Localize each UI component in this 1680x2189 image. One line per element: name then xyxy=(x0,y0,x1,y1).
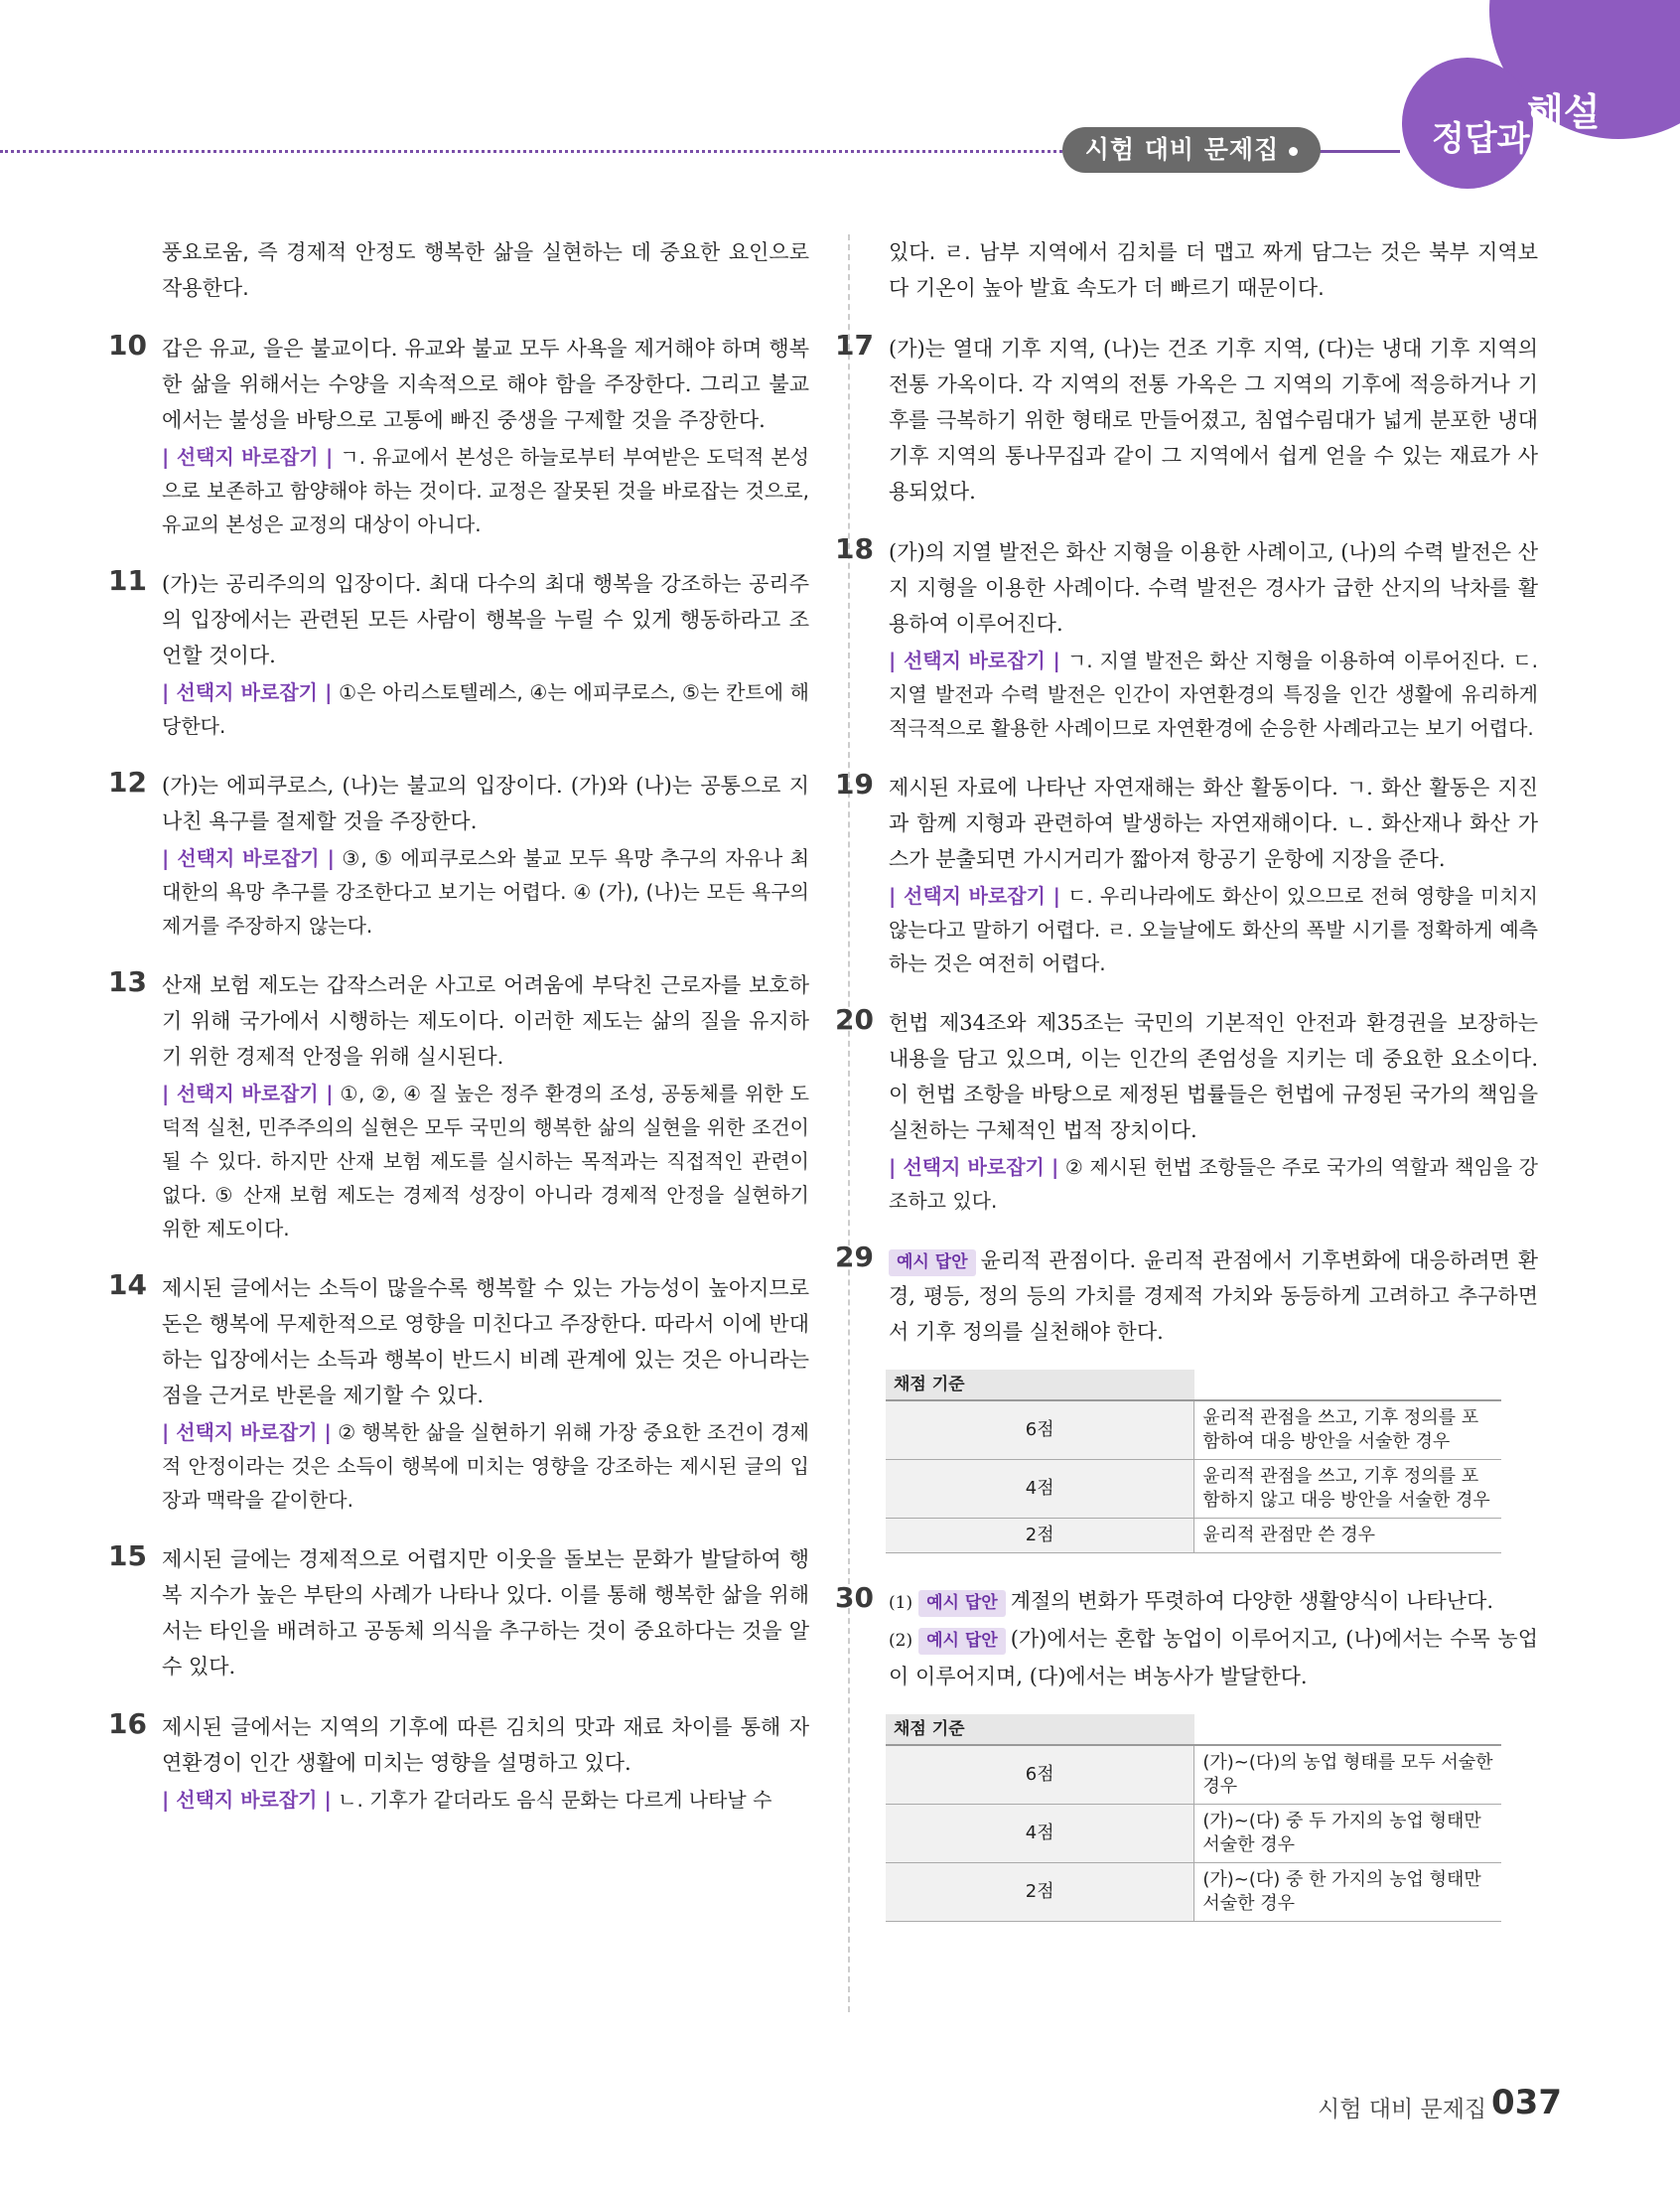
question-text: (가)의 지열 발전은 화산 지형을 이용한 사례이고, (나)의 수력 발전은 산지 지형을 이용한 사례이다. 수력 발전은 경사가 급한 산지의 낙차를 활용하여 이루어진다. xyxy=(889,540,1538,636)
choice-correction xyxy=(889,1150,1538,1218)
choice-correction-label: | 선택지 바로잡기 | xyxy=(162,1082,334,1105)
choice-correction-label: | 선택지 바로잡기 | xyxy=(889,884,1060,908)
question-text: (가)는 에피쿠로스, (나)는 불교의 입장이다. (가)와 (나)는 공통으로 지나친 욕구를 절제할 것을 주장한다. xyxy=(162,774,809,833)
choice-correction-label: | 선택지 바로잡기 | xyxy=(889,1155,1059,1179)
question-text: (가)는 열대 기후 지역, (나)는 건조 기후 지역, (다)는 냉대 기후 지역의 전통 가옥이다. 각 지역의 전통 가옥은 그 지역의 기후에 적응하거나 기후를 극복하기 위한 형태로 만들어졌고, 침엽수림대가 넓게 분포한 냉대 기후 지역의 통나무집과 같이 그 지역에서 쉽게 얻을 수 있는 재료가 사용되었다. xyxy=(889,337,1538,504)
choice-correction xyxy=(162,1415,809,1517)
scoring-criteria-header: 채점 기준 xyxy=(886,1714,1194,1745)
question-10 xyxy=(108,329,810,541)
criteria-score: 2점 xyxy=(886,1519,1194,1553)
question-12 xyxy=(108,766,810,943)
choice-correction xyxy=(162,675,809,743)
example-answer-badge: 예시 답안 xyxy=(918,1590,1006,1617)
choice-correction-text: ② 제시된 헌법 조항들은 주로 국가의 역할과 책임을 강조하고 있다. xyxy=(889,1155,1538,1213)
choice-correction-label: | 선택지 바로잡기 | xyxy=(162,846,335,870)
choice-correction-label: | 선택지 바로잡기 | xyxy=(162,1420,332,1444)
question-text: 제시된 자료에 나타난 자연재해는 화산 활동이다. ㄱ. 화산 활동은 지진과 함께 지형과 관련하여 발생하는 자연재해이다. ㄴ. 화산재나 화산 가스가 분출되면 가시거리가 짧아져 항공기 운항에 지장을 준다. xyxy=(889,776,1538,871)
question-text: (가)는 공리주의의 입장이다. 최대 다수의 최대 행복을 강조하는 공리주의 입장에서는 관련된 모든 사람이 행복을 누릴 수 있게 행동하라고 조언할 것이다. xyxy=(162,572,809,667)
left-column xyxy=(108,234,810,1841)
question-number: 13 xyxy=(108,965,147,998)
choice-correction xyxy=(162,440,809,541)
criteria-score: 4점 xyxy=(886,1805,1194,1863)
question-15 xyxy=(108,1539,809,1684)
choice-correction-text: ③, ⑤ 에피쿠로스와 불교 모두 욕망 추구의 자유나 최대한의 욕망 추구를 강조한다고 보기는 어렵다. ④ (가), (나)는 모든 욕구의 제거를 주장하지 않는다. xyxy=(162,846,810,938)
question-16 xyxy=(108,1707,809,1817)
question-30 xyxy=(835,1581,1538,1922)
scoring-criteria-header: 채점 기준 xyxy=(886,1370,1194,1400)
criteria-row xyxy=(886,1805,1501,1863)
pill-dot xyxy=(1289,147,1298,156)
question-text: 제시된 글에서는 소득이 많을수록 행복할 수 있는 가능성이 높아지므로 돈은 행복에 무제한적으로 영향을 미친다고 주장한다. 따라서 이에 반대하는 입장에서는 소득과 행복이 반드시 비례 관계에 있는 것은 아니라는 점을 근거로 반론을 제기할 수 있다. xyxy=(162,1276,809,1407)
criteria-score: 6점 xyxy=(886,1745,1194,1805)
criteria-row xyxy=(886,1400,1501,1460)
question-number: 14 xyxy=(108,1268,147,1301)
choice-correction xyxy=(162,1077,809,1245)
scoring-criteria-table xyxy=(886,1370,1501,1553)
question-number: 11 xyxy=(108,564,147,597)
question-20 xyxy=(835,1003,1538,1218)
question-number: 20 xyxy=(835,1003,874,1036)
corner-title-line1: 해설 xyxy=(1527,90,1601,134)
choice-correction-label: | 선택지 바로잡기 | xyxy=(162,680,333,704)
question-number: 19 xyxy=(835,768,874,801)
section-pill xyxy=(1062,127,1321,173)
continuation-text xyxy=(889,234,1538,306)
choice-correction-label: | 선택지 바로잡기 | xyxy=(889,649,1060,672)
question-17 xyxy=(835,329,1538,510)
question-number: 16 xyxy=(108,1707,147,1740)
criteria-row xyxy=(886,1863,1501,1922)
continuation-body: 풍요로움, 즉 경제적 안정도 행복한 삶을 실현하는 데 중요한 요인으로 작용한다. xyxy=(162,240,809,300)
right-column xyxy=(835,234,1539,1947)
choice-correction-label: | 선택지 바로잡기 | xyxy=(162,1788,332,1812)
question-part-1 xyxy=(889,1583,1538,1621)
continuation-body: 있다. ㄹ. 남부 지역에서 김치를 더 맵고 짜게 담그는 것은 북부 지역보다 기온이 높아 발효 속도가 더 빠르기 때문이다. xyxy=(889,240,1538,300)
question-number: 29 xyxy=(835,1240,874,1273)
choice-correction-text: ② 행복한 삶을 실현하기 위해 가장 중요한 조건이 경제적 안정이라는 것은 소득이 행복에 미치는 영향을 강조하는 제시된 글의 입장과 맥락을 같이한다. xyxy=(162,1420,809,1512)
choice-correction xyxy=(889,879,1538,980)
footer-label: 시험 대비 문제집 xyxy=(1318,2097,1487,2122)
question-number: 12 xyxy=(108,766,147,799)
section-title: 시험 대비 문제집 xyxy=(1084,135,1280,164)
criteria-desc: (가)~(다) 중 한 가지의 농업 형태만 서술한 경우 xyxy=(1194,1863,1501,1922)
question-number: 10 xyxy=(108,329,147,362)
criteria-score: 6점 xyxy=(886,1400,1194,1460)
header-dotted-line xyxy=(0,150,1092,153)
question-number: 15 xyxy=(108,1539,147,1572)
question-18 xyxy=(835,532,1539,745)
corner-title-line2: 정답과 xyxy=(1432,119,1530,159)
criteria-desc: 윤리적 관점을 쓰고, 기후 정의를 포함하여 대응 방안을 서술한 경우 xyxy=(1194,1400,1501,1460)
column-divider xyxy=(848,234,850,2012)
criteria-row xyxy=(886,1745,1501,1805)
example-answer-badge: 예시 답안 xyxy=(918,1628,1006,1655)
choice-correction-label: | 선택지 바로잡기 | xyxy=(162,445,334,469)
question-19 xyxy=(835,768,1539,980)
criteria-score: 2점 xyxy=(886,1863,1194,1922)
criteria-row xyxy=(886,1519,1501,1553)
part-label: (1) xyxy=(889,1593,913,1613)
criteria-desc: 윤리적 관점만 쓴 경우 xyxy=(1194,1519,1501,1553)
criteria-desc: 윤리적 관점을 쓰고, 기후 정의를 포함하지 않고 대응 방안을 서술한 경우 xyxy=(1194,1460,1501,1519)
question-text: 산재 보험 제도는 갑작스러운 사고로 어려움에 부닥친 근로자를 보호하기 위해 국가에서 시행하는 제도이다. 이러한 제도는 삶의 질을 유지하기 위한 경제적 안정을 위해 실시된다. xyxy=(162,973,809,1069)
question-11 xyxy=(108,564,809,743)
page-number: 037 xyxy=(1491,2083,1562,2122)
criteria-score: 4점 xyxy=(886,1460,1194,1519)
header-solid-line xyxy=(1311,150,1400,153)
example-answer-badge: 예시 답안 xyxy=(889,1249,976,1276)
choice-correction-text: ①, ②, ④ 질 높은 정주 환경의 조성, 공동체를 위한 도덕적 실천, 민주주의의 실현은 모두 국민의 행복한 삶의 실현을 위한 조건이 될 수 있다. 하지만 산재 보험 제도를 실시하는 목적과는 직접적인 관련이 없다. ⑤ 산재 보험 제도는 경제적 성장이 아니라 경제적 안정을 실현하기 위한 제도이다. xyxy=(162,1082,809,1240)
example-answer-text: 윤리적 관점이다. 윤리적 관점에서 기후변화에 대응하려면 환경, 평등, 정의 등의 가치를 경제적 가치와 동등하게 고려하고 추구하면서 기후 정의를 실천해야 한다. xyxy=(889,1248,1538,1344)
question-text: 제시된 글에서는 지역의 기후에 따른 김치의 맛과 재료 차이를 통해 자연환경이 인간 생활에 미치는 영향을 설명하고 있다. xyxy=(162,1715,809,1775)
choice-correction xyxy=(162,841,809,943)
example-answer-text: 계절의 변화가 뚜렷하여 다양한 생활양식이 나타난다. xyxy=(1010,1589,1494,1613)
choice-correction-text: ㄱ. 유교에서 본성은 하늘로부터 부여받은 도덕적 본성으로 보존하고 함양해야 하는 것이다. 교정은 잘못된 것을 바로잡는 것으로, 유교의 본성은 교정의 대상이 아니다. xyxy=(162,445,810,536)
criteria-desc: (가)~(다)의 농업 형태를 모두 서술한 경우 xyxy=(1194,1745,1501,1805)
choice-correction-text: ①은 아리스토텔레스, ④는 에피쿠로스, ⑤는 칸트에 해당한다. xyxy=(162,680,809,738)
example-answer-text: (가)에서는 혼합 농업이 이루어지고, (나)에서는 수목 농업이 이루어지며, (다)에서는 벼농사가 발달한다. xyxy=(889,1627,1538,1688)
choice-correction-text: ㄱ. 지열 발전은 화산 지형을 이용하여 이루어진다. ㄷ. 지열 발전과 수력 발전은 인간이 자연환경의 특징을 인간 생활에 유리하게 적극적으로 활용한 사례이므로 자연환경에 순응한 사례라고는 보기 어렵다. xyxy=(889,649,1539,740)
question-text: 갑은 유교, 을은 불교이다. 유교와 불교 모두 사욕을 제거해야 하며 행복한 삶을 위해서는 수양을 지속적으로 해야 함을 주장한다. 그리고 불교에서는 불성을 바탕으로 고통에 빠진 중생을 구제할 것을 주장한다. xyxy=(162,337,809,432)
choice-correction-text: ㄷ. 우리나라에도 화산이 있으므로 전혀 영향을 미치지 않는다고 말하기 어렵다. ㄹ. 오늘날에도 화산의 폭발 시기를 정확하게 예측하는 것은 여전히 어렵다. xyxy=(889,884,1539,975)
part-label: (2) xyxy=(889,1631,913,1651)
question-number: 18 xyxy=(835,532,874,565)
choice-correction-text: ㄴ. 기후가 같더라도 음식 문화는 다르게 나타날 수 xyxy=(338,1788,772,1812)
choice-correction xyxy=(162,1783,809,1817)
question-14 xyxy=(108,1268,809,1517)
criteria-desc: (가)~(다) 중 두 가지의 농업 형태만 서술한 경우 xyxy=(1194,1805,1501,1863)
question-text xyxy=(889,1242,1538,1350)
choice-correction xyxy=(889,644,1538,745)
question-number: 30 xyxy=(835,1581,874,1614)
question-number: 17 xyxy=(835,329,874,362)
criteria-row xyxy=(886,1460,1501,1519)
continuation-text xyxy=(162,234,809,306)
question-text: 제시된 글에는 경제적으로 어렵지만 이웃을 돌보는 문화가 발달하여 행복 지수가 높은 부탄의 사례가 나타나 있다. 이를 통해 행복한 삶을 위해서는 타인을 배려하고 공동체 의식을 추구하는 것이 중요하다는 것을 알 수 있다. xyxy=(162,1547,809,1678)
question-part-2 xyxy=(889,1621,1538,1694)
scoring-criteria-table xyxy=(886,1714,1501,1922)
question-text: 헌법 제34조와 제35조는 국민의 기본적인 안전과 환경권을 보장하는 내용을 담고 있으며, 이는 인간의 존엄성을 지키는 데 중요한 요소이다. 이 헌법 조항을 바탕으로 제정된 법률들은 헌법에 규정된 국가의 책임을 실천하는 구체적인 법적 장치이다. xyxy=(889,1011,1538,1142)
question-29 xyxy=(835,1240,1538,1553)
question-13 xyxy=(108,965,809,1245)
